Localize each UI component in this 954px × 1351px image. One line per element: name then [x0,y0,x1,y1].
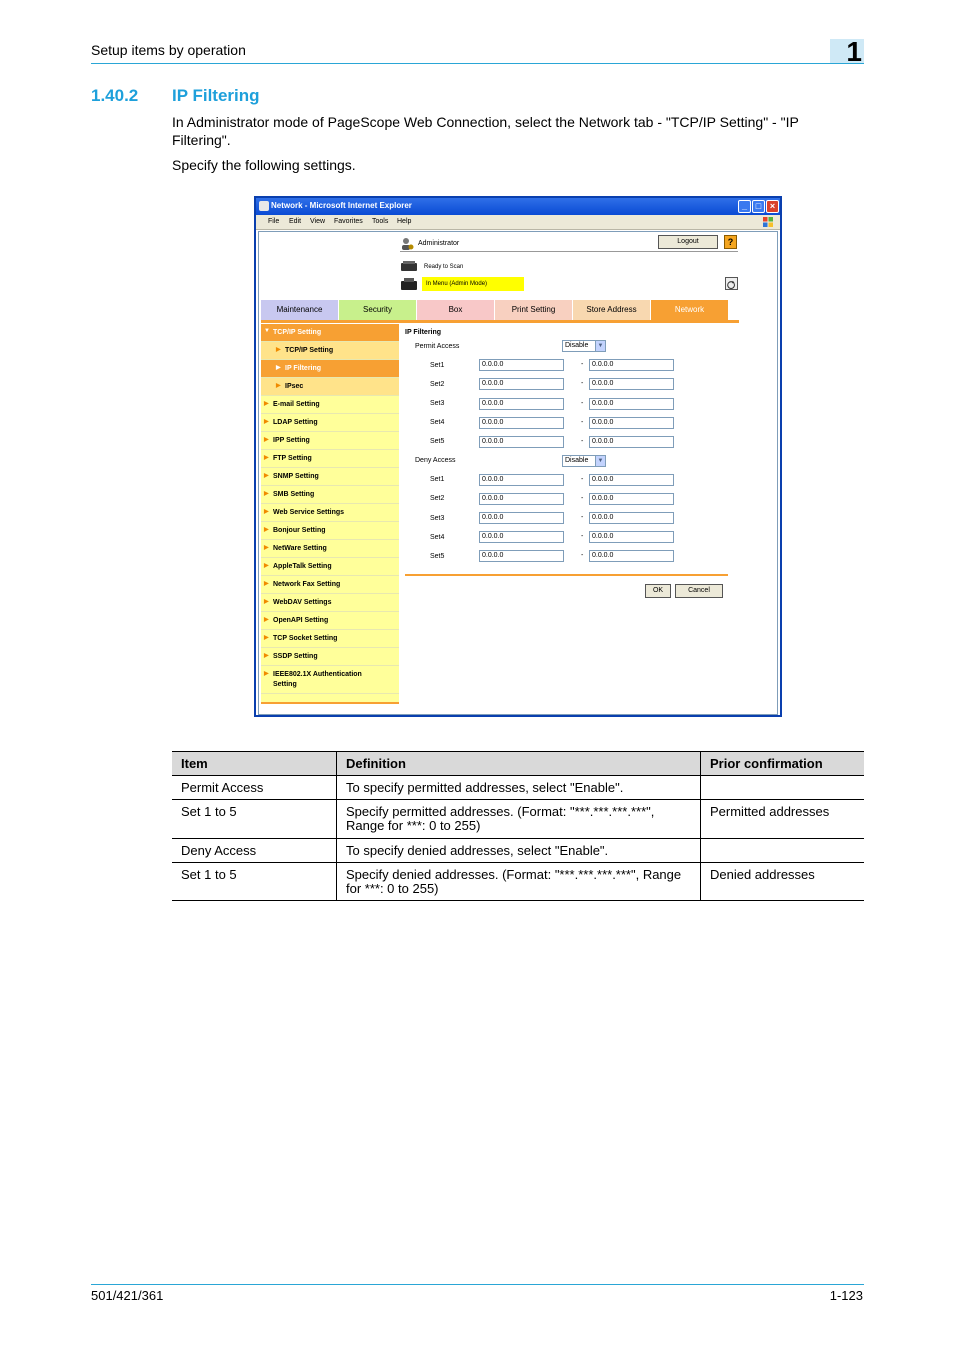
table-row [172,863,864,901]
table-row [172,800,864,839]
cell-prior-confirmation: Permitted addresses [700,800,864,838]
page-content [258,231,778,715]
permit-set1-end-input[interactable]: 0.0.0.0 [589,359,674,371]
permit-access-select[interactable]: Disable ▼ [562,340,606,352]
sidebar-item-bonjour[interactable]: ▶ Bonjour Setting [261,522,399,540]
deny-set3-start-input[interactable]: 0.0.0.0 [479,512,564,524]
tab-underline [261,320,739,323]
cell-definition: To specify permitted addresses, select "Enable". [336,776,700,799]
tab-maintenance[interactable]: Maintenance [261,300,339,320]
chevron-down-icon: ▼ [595,341,605,351]
arrow-icon: ▶ [264,509,269,515]
instruction-paragraph: Specify the following settings. [172,157,356,173]
permit-set1-start-input[interactable]: 0.0.0.0 [479,359,564,371]
sidebar [261,324,399,702]
footer-rule [91,1284,864,1285]
maximize-icon[interactable]: □ [752,200,765,213]
chevron-down-icon: ▼ [595,456,605,466]
sidebar-bottom-rule [261,702,399,704]
window-title: Network - Microsoft Internet Explorer [271,201,412,210]
arrow-icon: ▶ [264,581,269,587]
intro-paragraph: In Administrator mode of PageScope Web Connection, select the Network tab - "TCP/IP Setting" - "IP Filtering". [172,114,799,148]
deny-set5-end-input[interactable]: 0.0.0.0 [589,550,674,562]
permit-set4-start-input[interactable]: 0.0.0.0 [479,417,564,429]
sidebar-subitem-tcpip-setting[interactable]: ▶ TCP/IP Setting [261,342,399,360]
sidebar-item-netware[interactable]: ▶ NetWare Setting [261,540,399,558]
deny-set2-label: Set2 [430,495,445,502]
cell-prior-confirmation: Denied addresses [700,863,864,900]
chapter-number: 1 [846,36,862,67]
arrow-icon: ▶ [276,383,281,389]
section-number: 1.40.2 [91,86,139,105]
sidebar-subitem-ipsec[interactable]: ▶ IPsec [261,378,399,396]
menu-tools[interactable]: Tools [372,218,389,225]
tab-store-address[interactable]: Store Address [573,300,651,320]
sidebar-item-webdav[interactable]: ▶ WebDAV Settings [261,594,399,612]
table-header-row [172,751,864,776]
permit-set2-label: Set2 [430,381,445,388]
permit-set3-label: Set3 [430,400,445,407]
deny-set2-end-input[interactable]: 0.0.0.0 [589,493,674,505]
ok-button[interactable]: OK [645,584,671,598]
cell-definition: To specify denied addresses, select "Enable". [336,839,700,862]
cell-definition: Specify permitted addresses. (Format: "***.***.***.***", Range for ***: 0 to 255) [336,800,700,838]
minimize-icon[interactable]: _ [738,200,751,213]
deny-set4-label: Set4 [430,534,445,541]
range-dash: - [581,514,584,521]
menu-view[interactable]: View [310,218,326,225]
arrow-icon: ▶ [264,563,269,569]
arrow-icon: ▶ [264,437,269,443]
permit-set5-start-input[interactable]: 0.0.0.0 [479,436,564,448]
deny-set5-start-input[interactable]: 0.0.0.0 [479,550,564,562]
range-dash: - [581,533,584,540]
arrow-icon: ▶ [276,347,281,353]
range-dash: - [581,495,584,502]
arrow-icon: ▶ [264,617,269,623]
range-dash: - [581,438,584,445]
range-dash: - [581,552,584,559]
refresh-icon[interactable] [725,277,738,290]
tab-print-setting[interactable]: Print Setting [495,300,573,320]
arrow-icon: ▶ [264,671,269,677]
arrow-icon: ▶ [264,545,269,551]
arrow-icon: ▶ [264,401,269,407]
cancel-button[interactable]: Cancel [675,584,723,598]
cell-prior-confirmation [700,776,864,799]
sidebar-item-openapi[interactable]: ▶ OpenAPI Setting [261,612,399,630]
range-dash: - [581,476,584,483]
arrow-icon: ▶ [264,419,269,425]
deny-set1-start-input[interactable]: 0.0.0.0 [479,474,564,486]
menu-help[interactable]: Help [397,218,412,225]
permit-set5-end-input[interactable]: 0.0.0.0 [589,436,674,448]
header-prior-confirmation: Prior confirmation [700,752,864,775]
arrow-icon: ▶ [264,527,269,533]
arrow-icon: ▶ [264,635,269,641]
sidebar-subitem-ip-filtering[interactable]: ▶ IP Filtering [261,360,399,378]
printer-icon [400,277,418,291]
permit-set4-end-input[interactable]: 0.0.0.0 [589,417,674,429]
sidebar-item-tcp-socket[interactable]: ▶ TCP Socket Setting [261,630,399,648]
sidebar-item-ieee8021x[interactable]: ▶ IEEE802.1X Authentication Setting [261,666,399,694]
tab-network[interactable]: Network [651,300,729,320]
close-icon[interactable]: × [766,200,779,213]
menu-file[interactable]: File [268,218,280,225]
sidebar-item-ssdp[interactable]: ▶ SSDP Setting [261,648,399,666]
arrow-icon: ▶ [264,491,269,497]
tab-box[interactable]: Box [417,300,495,320]
form-title: IP Filtering [405,329,442,336]
status-mode-text: In Menu (Admin Mode) [426,281,488,287]
deny-set4-end-input[interactable]: 0.0.0.0 [589,531,674,543]
deny-set4-start-input[interactable]: 0.0.0.0 [479,531,564,543]
sidebar-item-network-fax[interactable]: ▶ Network Fax Setting [261,576,399,594]
deny-set2-start-input[interactable]: 0.0.0.0 [479,493,564,505]
permit-set2-end-input[interactable]: 0.0.0.0 [589,378,674,390]
windows-logo-icon [762,216,774,228]
header-rule [91,63,864,64]
tab-security[interactable]: Security [339,300,417,320]
deny-access-label: Deny Access [415,457,456,464]
sidebar-item-tcpip-setting[interactable]: ▼ TCP/IP Setting [261,324,399,342]
sidebar-item-email[interactable]: ▶ E-mail Setting [261,396,399,414]
footer-model: 501/421/361 [91,1288,164,1303]
cell-item: Deny Access [181,843,257,858]
range-dash: - [581,419,584,426]
browser-window [254,196,782,717]
cell-prior-confirmation [700,839,864,862]
deny-set5-label: Set5 [430,553,445,560]
sidebar-item-appletalk[interactable]: ▶ AppleTalk Setting [261,558,399,576]
cell-item: Set 1 to 5 [181,867,237,882]
range-dash: - [581,380,584,387]
sidebar-item-smb[interactable]: ▶ SMB Setting [261,486,399,504]
header-definition: Definition [336,752,700,775]
main-tabs [261,300,741,320]
admin-label: Administrator [418,240,460,247]
arrow-icon: ▶ [264,653,269,659]
window-titlebar [256,198,780,215]
range-dash: - [581,400,584,407]
deny-set3-end-input[interactable]: 0.0.0.0 [589,512,674,524]
help-button[interactable]: ? [724,235,737,249]
arrow-icon: ▶ [264,455,269,461]
deny-set3-label: Set3 [430,515,445,522]
section-title: IP Filtering [172,86,260,105]
arrow-icon: ▶ [264,599,269,605]
sidebar-item-ftp[interactable]: ▶ FTP Setting [261,450,399,468]
sidebar-item-ldap[interactable]: ▶ LDAP Setting [261,414,399,432]
ie-icon [259,201,269,211]
cell-definition: Specify denied addresses. (Format: "***.***.***.***", Range for ***: 0 to 255) [336,863,700,900]
footer-page-number: 1-123 [829,1288,863,1303]
menu-bar [256,215,780,230]
sidebar-item-web-service[interactable]: ▶ Web Service Settings [261,504,399,522]
permit-access-label: Permit Access [415,343,460,350]
chapter-badge [830,36,864,67]
sidebar-item-snmp[interactable]: ▶ SNMP Setting [261,468,399,486]
header-item: Item [181,756,208,771]
permit-set1-label: Set1 [430,362,445,369]
sidebar-item-ipp[interactable]: ▶ IPP Setting [261,432,399,450]
arrow-icon: ▶ [276,365,281,371]
menu-edit[interactable]: Edit [289,218,302,225]
cell-item: Set 1 to 5 [181,804,237,819]
permit-set5-label: Set5 [430,438,445,445]
logout-button[interactable]: Logout [658,235,718,249]
deny-access-select[interactable]: Disable ▼ [562,455,606,467]
form-bottom-rule [405,574,728,576]
permit-set4-label: Set4 [430,419,445,426]
status-ready-text: Ready to Scan [424,264,464,270]
permit-set3-end-input[interactable]: 0.0.0.0 [589,398,674,410]
arrow-icon: ▶ [264,473,269,479]
range-dash: - [581,361,584,368]
cell-item: Permit Access [181,780,264,795]
admin-user-icon [400,237,414,251]
table-row [172,839,864,863]
permit-set3-start-input[interactable]: 0.0.0.0 [479,398,564,410]
deny-set1-label: Set1 [430,476,445,483]
permit-set2-start-input[interactable]: 0.0.0.0 [479,378,564,390]
running-header: Setup items by operation [91,42,246,58]
scanner-icon [400,260,418,272]
table-row [172,776,864,800]
deny-set1-end-input[interactable]: 0.0.0.0 [589,474,674,486]
menu-favorites[interactable]: Favorites [334,218,363,225]
expanded-arrow-icon: ▼ [264,328,270,334]
